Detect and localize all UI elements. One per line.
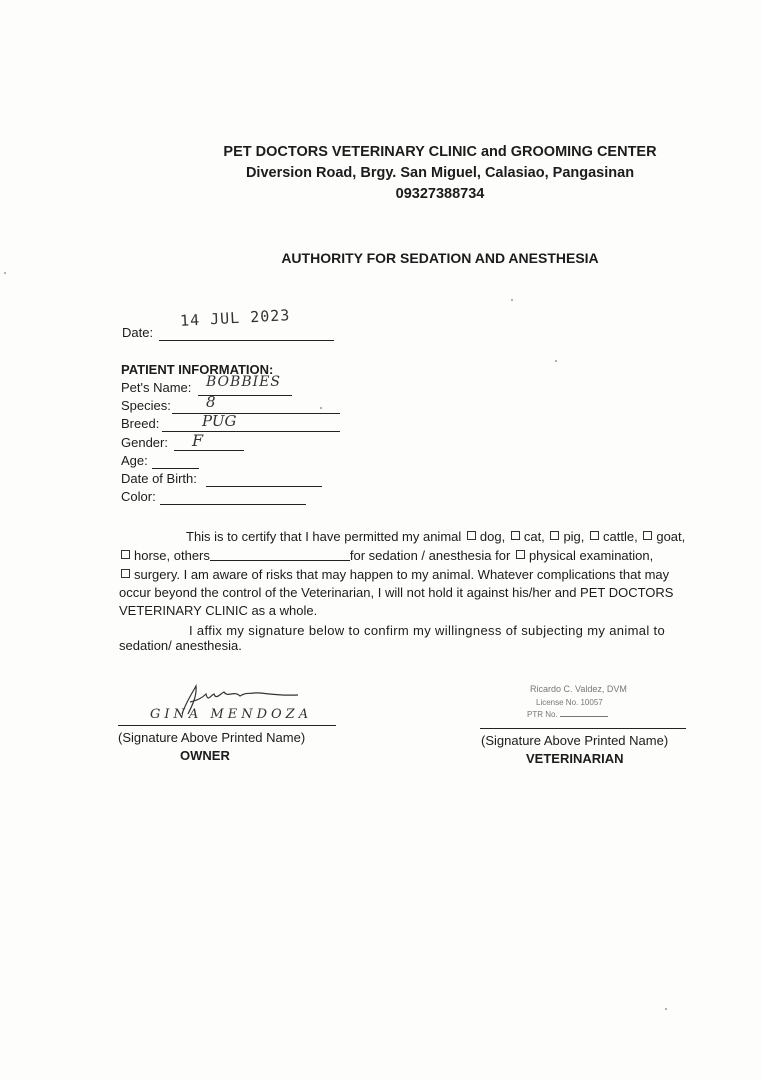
age-label: Age: <box>121 453 148 468</box>
clinic-name: PET DOCTORS VETERINARY CLINIC and GROOMING CENTER <box>223 144 657 160</box>
date-stamp: 14 JUL 2023 <box>179 306 291 330</box>
cat-checkbox[interactable] <box>511 531 520 540</box>
owner-signature-caption: (Signature Above Printed Name) <box>118 730 306 745</box>
breed-line <box>162 431 340 432</box>
cat-option-label: cat, <box>523 529 545 544</box>
scan-speck <box>4 272 6 274</box>
consent-line-1 <box>186 528 685 546</box>
horse-others-label: horse, others <box>134 548 210 563</box>
date-line <box>159 340 334 341</box>
owner-printed-name: GINA MENDOZA <box>150 707 313 722</box>
pig-option-label: pig, <box>563 529 585 544</box>
goat-option-label: goat, <box>656 529 686 544</box>
others-blank[interactable] <box>210 549 350 561</box>
scan-speck <box>320 407 322 409</box>
dob-line <box>206 486 322 487</box>
consent-line-2 <box>119 547 653 565</box>
consent-line-3 <box>119 566 669 584</box>
consent-line-4: occur beyond the control of the Veterinarian, I will not hold it against his/her and PET DOCTORS <box>119 585 674 600</box>
date-label: Date: <box>122 325 154 340</box>
form-title: AUTHORITY FOR SEDATION AND ANESTHESIA <box>281 250 599 266</box>
consent-line-5: VETERINARY CLINIC as a whole. <box>119 603 318 618</box>
dob-label: Date of Birth: <box>121 471 197 486</box>
species-label: Species: <box>121 398 171 413</box>
owner-role: OWNER <box>180 748 230 763</box>
dog-option-label: dog, <box>479 529 506 544</box>
color-line <box>160 504 306 505</box>
pig-checkbox[interactable] <box>550 531 559 540</box>
horse-checkbox[interactable] <box>121 550 130 559</box>
vet-stamp-license: License No. 10057 <box>536 698 603 707</box>
breed-label: Breed: <box>121 416 160 431</box>
consent-text: This is to certify that I have permitted my animal <box>186 529 462 544</box>
vet-stamp-ptr-label: PTR No. <box>527 710 558 719</box>
scan-speck <box>555 360 557 362</box>
gender-line <box>174 450 244 451</box>
vet-signature-line <box>480 728 686 729</box>
vet-signature-caption: (Signature Above Printed Name) <box>481 733 669 748</box>
species-value: 8 <box>206 393 216 411</box>
clinic-phone: 09327388734 <box>395 186 485 202</box>
scan-speck <box>665 1008 667 1010</box>
gender-value: F <box>192 431 204 450</box>
surgery-checkbox[interactable] <box>121 569 130 578</box>
vet-stamp-ptr <box>527 710 608 719</box>
vet-stamp-name: Ricardo C. Valdez, DVM <box>530 684 627 694</box>
physical-exam-label: physical examination, <box>528 548 654 563</box>
dog-checkbox[interactable] <box>467 531 476 540</box>
species-line <box>172 413 340 414</box>
scan-speck <box>511 299 513 301</box>
owner-signature <box>150 680 313 730</box>
cattle-option-label: cattle, <box>603 529 638 544</box>
patient-info-heading: PATIENT INFORMATION: <box>121 362 274 377</box>
owner-signature-line <box>118 725 336 726</box>
clinic-address: Diversion Road, Brgy. San Miguel, Calasiao, Pangasinan <box>245 165 635 181</box>
cattle-checkbox[interactable] <box>590 531 599 540</box>
pet-name-value: BOBBIES <box>206 374 281 390</box>
color-label: Color: <box>121 489 156 504</box>
vet-role: VETERINARIAN <box>526 751 624 766</box>
breed-value: PUG <box>202 412 237 430</box>
affix-line-2: sedation/ anesthesia. <box>119 638 242 653</box>
gender-label: Gender: <box>121 435 168 450</box>
pet-name-label: Pet's Name: <box>121 380 192 395</box>
goat-checkbox[interactable] <box>643 531 652 540</box>
for-sedation-text: for sedation / anesthesia for <box>349 548 511 563</box>
age-line <box>152 468 199 469</box>
physical-exam-checkbox[interactable] <box>516 550 525 559</box>
affix-line-1: I affix my signature below to confirm my willingness of subjecting my animal to <box>189 623 666 638</box>
surgery-label: surgery. I am aware of risks that may happen to my animal. Whatever complications that may <box>134 567 670 582</box>
